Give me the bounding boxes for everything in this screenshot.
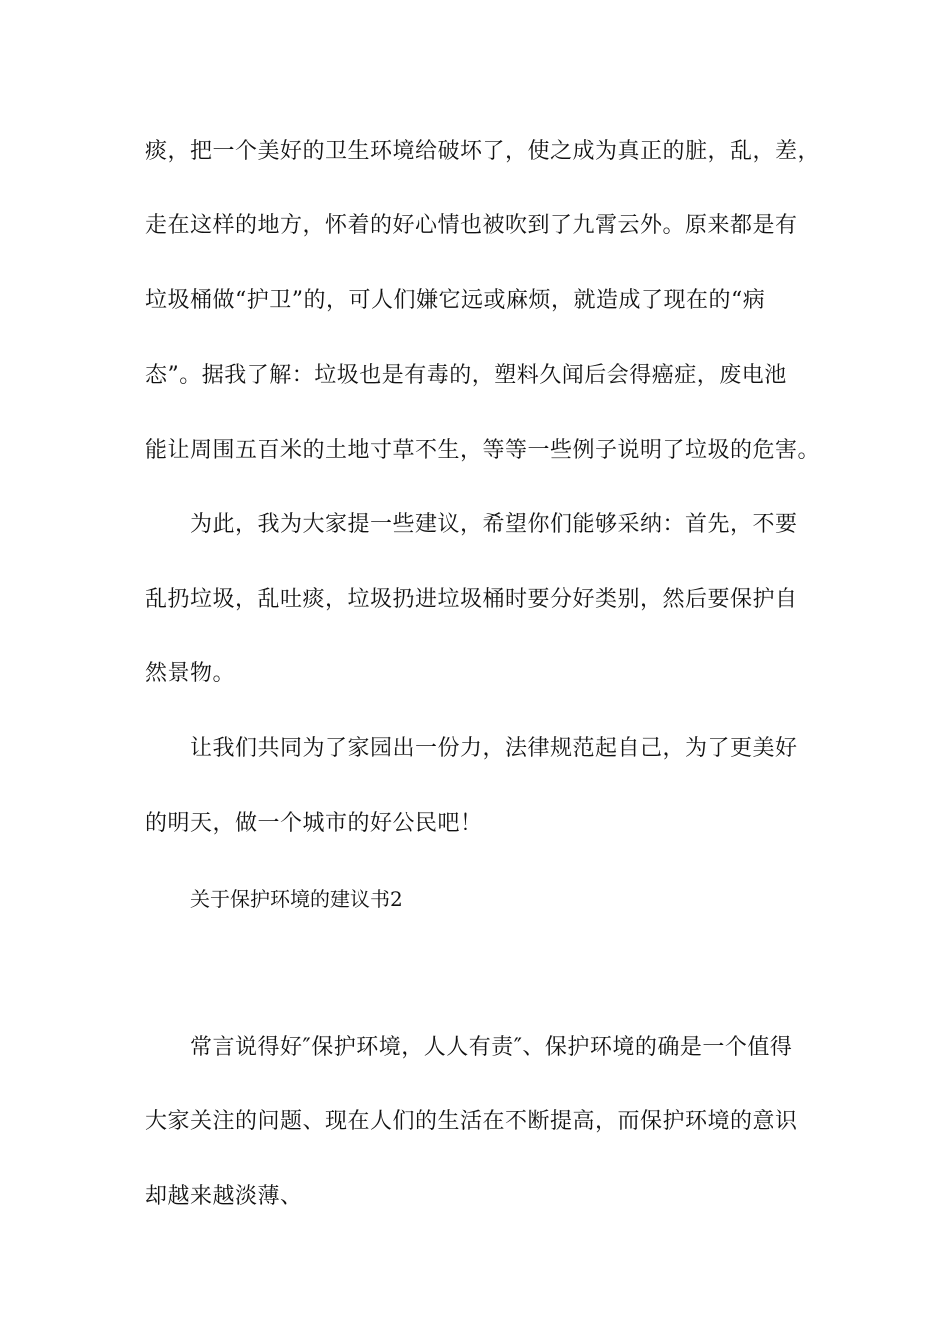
paragraph-line: 却越来越淡薄、 [145, 1184, 303, 1209]
paragraph-line: 的明天，做一个城市的好公民吧！ [145, 811, 483, 836]
paragraph-line: 让我们共同为了家园出一份力，法律规范起自己，为了更美好 [190, 736, 798, 761]
paragraph-line: 常言说得好″保护环境，人人有责″、保护环境的确是一个值得 [190, 1035, 793, 1060]
paragraph-line: 大家关注的问题、现在人们的生活在不断提高，而保护环境的意识 [145, 1109, 798, 1134]
section-heading: 关于保护环境的建议书2 [190, 887, 403, 911]
paragraph-line: 垃圾桶做“护卫”的，可人们嫌它远或麻烦，就造成了现在的“病 [145, 288, 766, 313]
paragraph-line: 为此，我为大家提一些建议，希望你们能够采纳：首先，不要 [190, 512, 798, 537]
paragraph-line: 乱扔垃圾，乱吐痰，垃圾扔进垃圾桶时要分好类别，然后要保护自 [145, 587, 798, 612]
paragraph-line: 能让周围五百米的土地寸草不生，等等一些例子说明了垃圾的危害。 [145, 438, 821, 463]
paragraph-line: 态”。据我了解：垃圾也是有毒的，塑料久闻后会得癌症，废电池 [145, 363, 787, 388]
paragraph-line: 然景物。 [145, 661, 236, 686]
paragraph-line: 痰，把一个美好的卫生环境给破坏了，使之成为真正的脏，乱，差， [145, 139, 821, 164]
paragraph-line: 走在这样的地方，怀着的好心情也被吹到了九霄云外。原来都是有 [145, 213, 798, 238]
